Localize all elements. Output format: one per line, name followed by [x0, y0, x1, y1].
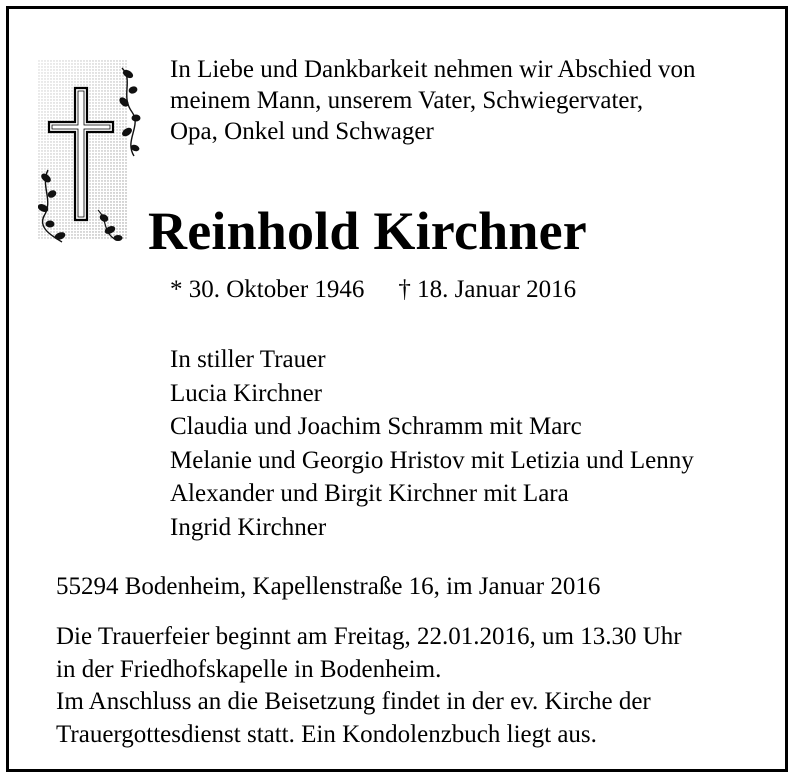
service-line: Trauergottesdienst statt. Ein Kondolenzbuch liegt aus.	[56, 720, 597, 748]
place-and-date: 55294 Bodenheim, Kapellenstraße 16, im Januar 2016	[56, 573, 601, 600]
intro-line: Opa, Onkel und Schwager	[170, 118, 434, 145]
life-dates	[170, 274, 576, 305]
service-line: Die Trauerfeier beginnt am Freitag, 22.01.2016, um 13.30 Uhr	[56, 623, 682, 650]
service-line: Im Anschluss an die Beisetzung findet in der ev. Kirche der	[56, 688, 651, 715]
intro-text	[170, 54, 770, 147]
death-date: † 18. Januar 2016	[398, 276, 577, 303]
deceased-name: Reinhold Kirchner	[148, 201, 587, 261]
mourners-line: Alexander und Birgit Kirchner mit Lara	[170, 480, 569, 508]
mourners-line: In stiller Trauer	[170, 346, 326, 373]
mourners-line: Lucia Kirchner	[170, 379, 323, 407]
intro-line: In Liebe und Dankbarkeit nehmen wir Abschied von	[170, 56, 696, 83]
mourners-line: Claudia und Joachim Schramm mit Marc	[170, 413, 582, 441]
mourners-line: Melanie und Georgio Hristov mit Letizia und Lenny	[170, 446, 694, 474]
service-line: in der Friedhofskapelle in Bodenheim.	[56, 655, 442, 683]
cross-with-ivy-icon	[38, 60, 142, 250]
service-details	[56, 621, 682, 751]
mourners-list	[170, 343, 694, 545]
intro-line: meinem Mann, unserem Vater, Schwiegervater,	[170, 87, 644, 114]
birth-date: * 30. Oktober 1946	[170, 276, 365, 303]
mourners-line: Ingrid Kirchner	[170, 513, 327, 541]
